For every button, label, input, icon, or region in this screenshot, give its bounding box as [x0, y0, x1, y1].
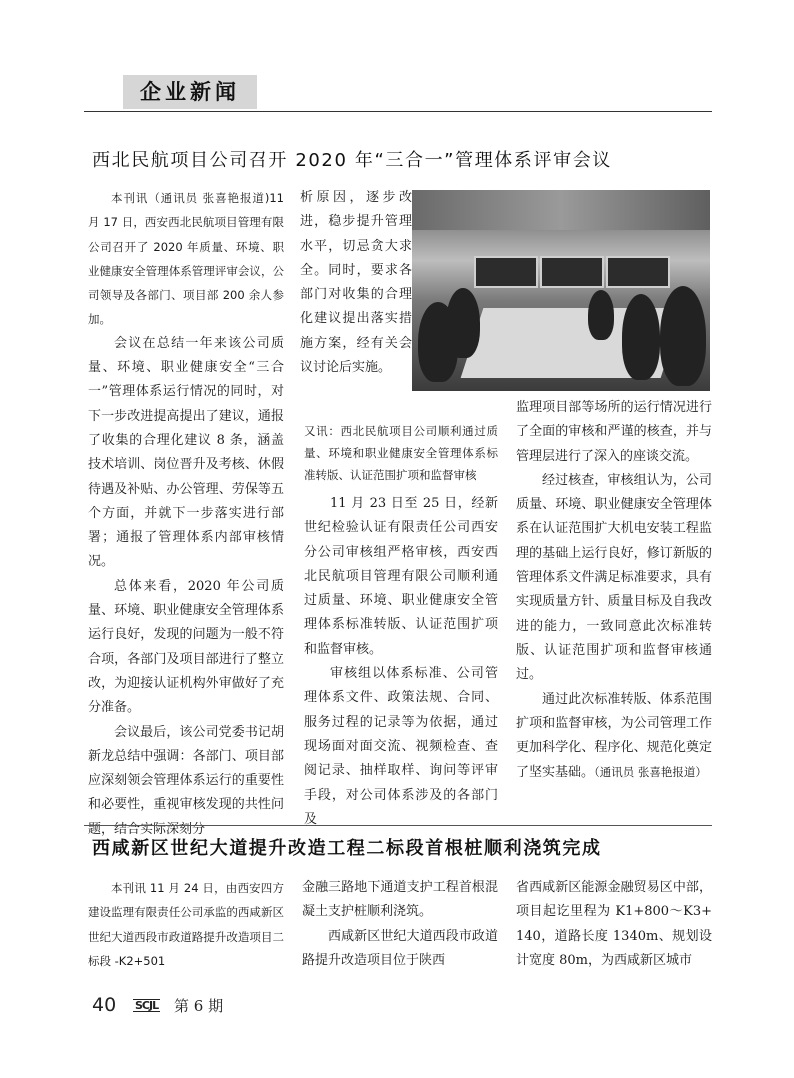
paragraph-text: 通过此次标准转版、体系范围扩项和监督审核，为公司管理工作更加科学化、程序化、规范化奠定了坚实基础。 — [516, 691, 712, 781]
paragraph: 监理项目部等场所的运行情况进行了全面的审核和严谨的核查，并与管理层进行了深入的座谈交流。 — [516, 400, 712, 464]
article3-column-2 — [302, 876, 498, 973]
article1-title: 西北民航项目公司召开 2020 年“三合一”管理体系评审会议 — [92, 150, 612, 171]
meeting-photo — [412, 190, 710, 391]
photo-screen — [474, 256, 538, 288]
paragraph: 会议最后，该公司党委书记胡新龙总结中强调：各部门、项目部应深刻领会管理体系运行的重要性和必要性，重视审核发现的共性问题，结合实际深刻分 — [88, 724, 284, 837]
photo-person — [660, 286, 706, 386]
byline: （通讯员 张喜艳报道） — [594, 765, 707, 780]
article3-column-1 — [88, 876, 284, 973]
paragraph: 本刊讯（通讯员 张喜艳报道)11 月 17 日，西安西北民航项目管理有限公司召开了 2020 年质量、环境、职业健康安全管理体系管理评审会议，公司领导及各部门、项目部 200 余人参加。 — [88, 191, 284, 327]
paragraph: 省西咸新区能源金融贸易区中部，项目起讫里程为 K1+800～K3+140，道路长度 1340m、规划设计宽度 80m，为西咸新区城市 — [516, 880, 712, 968]
paragraph: 经过核查，审核组认为，公司质量、环境、职业健康安全管理体系在认证范围扩大机电安装工程监理的基础上运行良好，修订新版的管理体系文件满足标准要求，具有实现质量方针、质量目标及自我改进的能力，一致同意此次标准转版、认证范围扩项和监督审核通过。 — [516, 472, 712, 683]
paragraph: 会议在总结一年来该公司质量、环境、职业健康安全“三合一”管理体系运行情况的同时，对下一步改进提高提出了建议，通报了收集的合理化建议 8 条，涵盖技术培训、岗位晋升及考核、休假待遇及补贴、办公管理、劳保等五个方面，并就下一步落实进行部署；通报了管理体系内部审核情况。 — [88, 335, 284, 570]
paragraph — [516, 688, 712, 786]
article3-title: 西咸新区世纪大道提升改造工程二标段首根桩顺利浇筑完成 — [92, 838, 602, 859]
issue-number: 第 6 期 — [174, 997, 224, 1015]
photo-ceiling — [412, 190, 710, 230]
article2-column-2 — [304, 420, 498, 832]
page-number: 40 — [92, 994, 117, 1016]
paragraph: 析原因，逐步改进，稳步提升管理水平，切忌贪大求全。同时，要求各部门对收集的合理化建议提出落实措施方案，经有关会议讨论后实施。 — [300, 190, 412, 376]
photo-person — [446, 288, 480, 358]
paragraph: 11 月 23 日至 25 日，经新世纪检验认证有限责任公司西安分公司审核组严格审核，西安西北民航项目管理有限公司顺利通过质量、环境、职业健康安全管理体系标准转版、认证范围扩项和监督审核。 — [304, 496, 498, 657]
article2-subtitle: 又讯：西北民航项目公司顺利通过质量、环境和职业健康安全管理体系标准转版、认证范围扩项和监督审核 — [304, 424, 498, 482]
paragraph: 金融三路地下通道支护工程首根混凝土支护桩顺利浇筑。 — [302, 880, 498, 920]
paragraph: 本刊讯 11 月 24 日，由西安四方建设监理有限责任公司承监的西咸新区世纪大道西段市政道路提升改造项目二标段 -K2+501 — [88, 881, 284, 968]
article2-column-3 — [516, 396, 712, 786]
paragraph: 西咸新区世纪大道西段市政道路提升改造项目位于陕西 — [302, 928, 498, 968]
article1-column-1 — [88, 186, 284, 842]
article1-column-2 — [300, 186, 412, 380]
paragraph: 审核组以体系标准、公司管理体系文件、政策法规、合同、服务过程的记录等为依据，通过现场面对面交流、视频检查、查阅记录、抽样取样、询问等评审手段，对公司体系涉及的各部门及 — [304, 666, 498, 827]
header-rule — [84, 111, 712, 112]
photo-screen — [606, 256, 670, 288]
section-tag: 企业新闻 — [123, 75, 257, 109]
article3-column-3 — [516, 876, 712, 973]
photo-screen — [540, 256, 604, 288]
journal-logo: SCJL — [135, 999, 159, 1012]
paragraph: 总体来看，2020 年公司质量、环境、职业健康安全管理体系运行良好，发现的问题为一般不符合项，各部门及项目部进行了整立改，为迎接认证机构外审做好了充分准备。 — [88, 578, 284, 716]
photo-person — [588, 290, 614, 340]
section-divider — [84, 825, 712, 826]
photo-person — [622, 294, 660, 380]
